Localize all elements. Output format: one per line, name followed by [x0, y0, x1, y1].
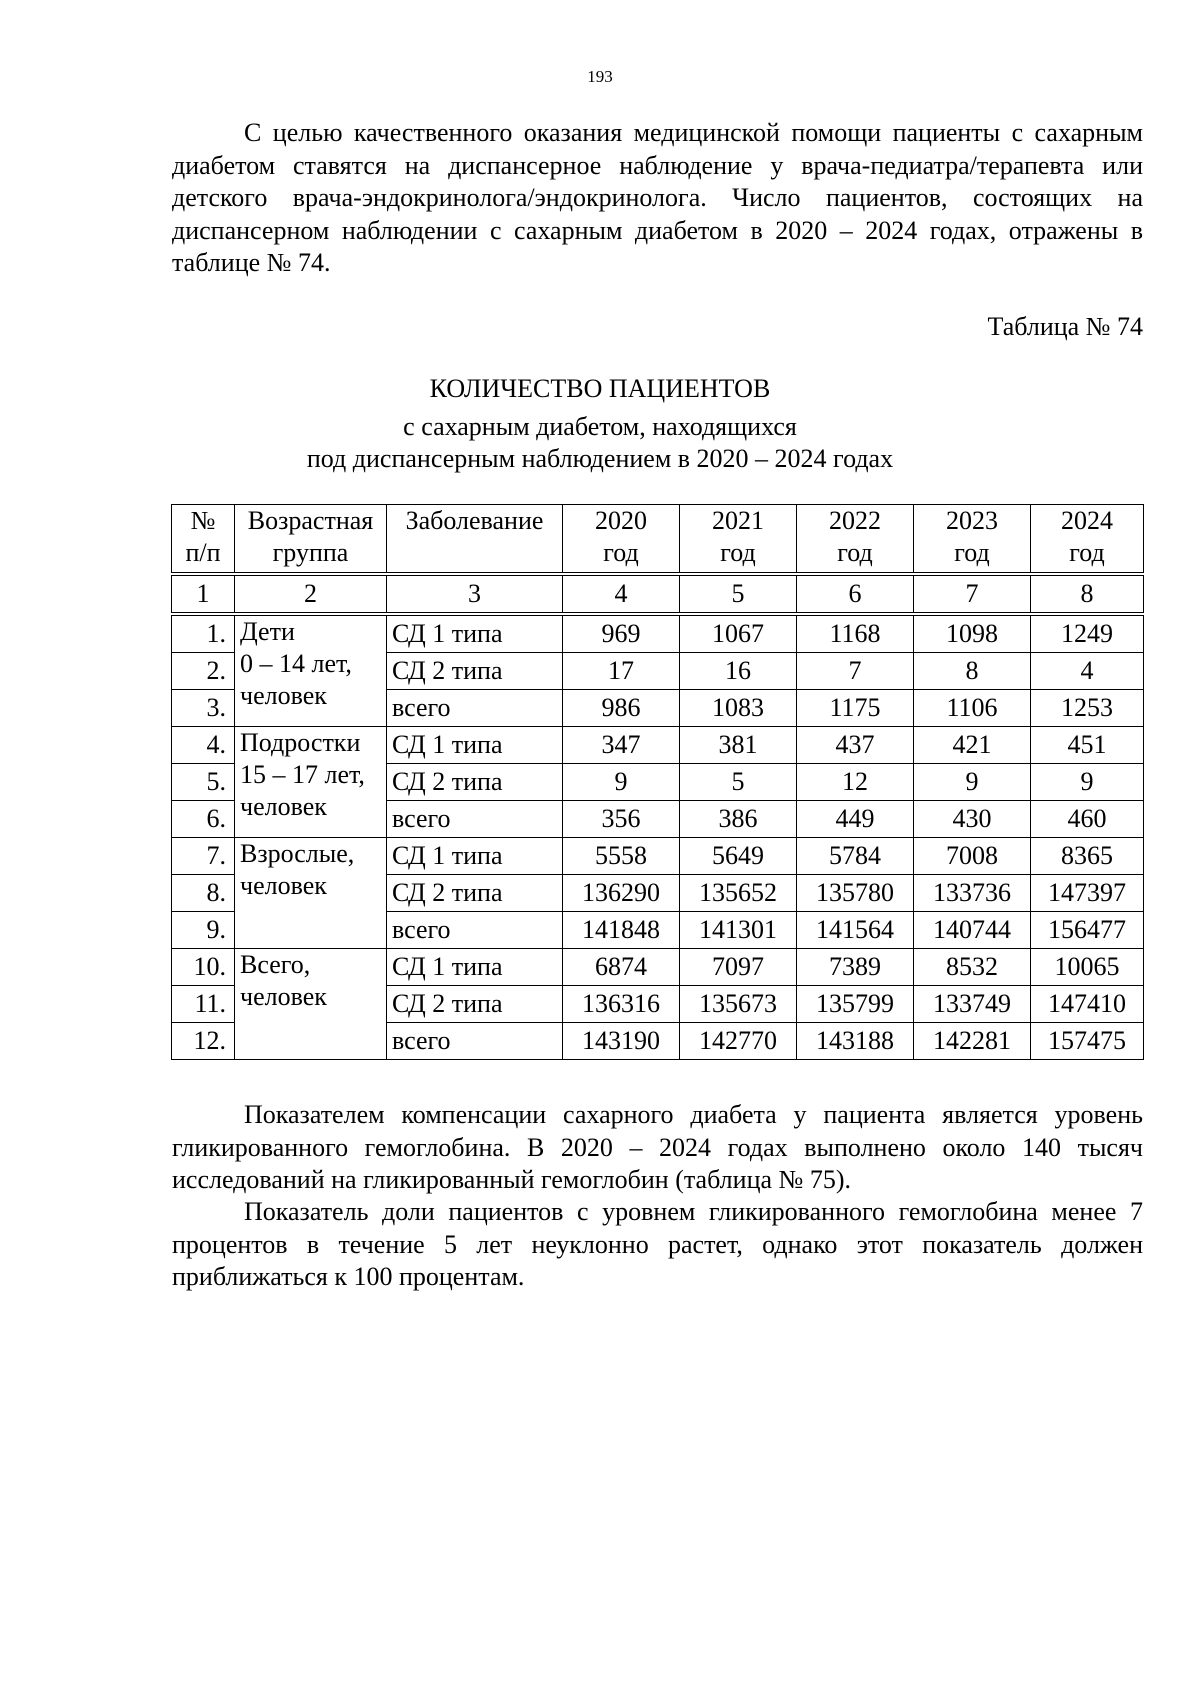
value-cell: 140744: [914, 912, 1031, 949]
value-cell: 969: [563, 614, 680, 653]
value-cell: 147397: [1031, 875, 1144, 912]
table-row: [172, 614, 1144, 653]
header-year-2023: 2023 год: [914, 505, 1031, 575]
disease-cell: СД 2 типа: [387, 764, 563, 801]
column-number: 8: [1031, 574, 1144, 614]
column-number: 4: [563, 574, 680, 614]
header-year-2024: 2024 год: [1031, 505, 1144, 575]
row-number: 4.: [172, 727, 235, 764]
header-year-2021: 2021 год: [680, 505, 797, 575]
value-cell: 136316: [563, 986, 680, 1023]
value-cell: 135673: [680, 986, 797, 1023]
row-number: 12.: [172, 1023, 235, 1060]
value-cell: 5558: [563, 838, 680, 875]
table-row: [172, 838, 1144, 875]
intro-paragraph: С целью качественного оказания медицинской помощи пациенты с сахарным диабетом ставятся на диспансерное наблюдение у врача-педиатра/терапевта или детского врача-эндокринолога/эндокринолога. Число пациентов, состоящих на диспансерном наблюдении с сахарным диабетом в 2020 – 2024 годах, отражены в таблице № 74.: [172, 118, 1143, 277]
value-cell: 1175: [797, 690, 914, 727]
value-cell: 1067: [680, 614, 797, 653]
disease-cell: СД 2 типа: [387, 986, 563, 1023]
value-cell: 386: [680, 801, 797, 838]
column-numbering-row: [172, 574, 1144, 614]
value-cell: 430: [914, 801, 1031, 838]
table-subtitle-line-1: с сахарным диабетом, находящихся: [403, 412, 797, 441]
value-cell: 141301: [680, 912, 797, 949]
value-cell: 135652: [680, 875, 797, 912]
value-cell: 1253: [1031, 690, 1144, 727]
value-cell: 157475: [1031, 1023, 1144, 1060]
disease-cell: всего: [387, 801, 563, 838]
value-cell: 7389: [797, 949, 914, 986]
disease-cell: всего: [387, 1023, 563, 1060]
value-cell: 9: [914, 764, 1031, 801]
value-cell: 1168: [797, 614, 914, 653]
row-number: 1.: [172, 614, 235, 653]
value-cell: 147410: [1031, 986, 1144, 1023]
disease-cell: всего: [387, 690, 563, 727]
value-cell: 5649: [680, 838, 797, 875]
row-number: 11.: [172, 986, 235, 1023]
age-group-adults: Взрослые, человек: [235, 838, 387, 949]
value-cell: 16: [680, 653, 797, 690]
value-cell: 451: [1031, 727, 1144, 764]
value-cell: 136290: [563, 875, 680, 912]
row-number: 2.: [172, 653, 235, 690]
value-cell: 143188: [797, 1023, 914, 1060]
disease-cell: СД 1 типа: [387, 727, 563, 764]
value-cell: 421: [914, 727, 1031, 764]
table-title: КОЛИЧЕСТВО ПАЦИЕНТОВ: [429, 374, 771, 403]
value-cell: 142770: [680, 1023, 797, 1060]
value-cell: 156477: [1031, 912, 1144, 949]
column-number: 7: [914, 574, 1031, 614]
page-number: 193: [587, 67, 613, 86]
table-label: Таблица № 74: [987, 312, 1143, 341]
value-cell: 12: [797, 764, 914, 801]
header-year-2022: 2022 год: [797, 505, 914, 575]
value-cell: 17: [563, 653, 680, 690]
row-number: 6.: [172, 801, 235, 838]
value-cell: 141848: [563, 912, 680, 949]
value-cell: 449: [797, 801, 914, 838]
value-cell: 1249: [1031, 614, 1144, 653]
value-cell: 7097: [680, 949, 797, 986]
value-cell: 5: [680, 764, 797, 801]
value-cell: 135780: [797, 875, 914, 912]
age-group-teens: Подростки 15 – 17 лет, человек: [235, 727, 387, 838]
value-cell: 133749: [914, 986, 1031, 1023]
value-cell: 10065: [1031, 949, 1144, 986]
hba1c-paragraph: Показателем компенсации сахарного диабета у пациента является уровень гликированного гемоглобина. В 2020 – 2024 годах выполнено около 140 тысяч исследований на гликированный гемоглобин (таблица № 75).: [172, 1100, 1143, 1194]
table-row: [172, 949, 1144, 986]
patients-table: [171, 504, 1144, 1060]
value-cell: 5784: [797, 838, 914, 875]
column-number: 1: [172, 574, 235, 614]
value-cell: 8: [914, 653, 1031, 690]
disease-cell: СД 2 типа: [387, 653, 563, 690]
value-cell: 1106: [914, 690, 1031, 727]
value-cell: 986: [563, 690, 680, 727]
disease-cell: СД 1 типа: [387, 614, 563, 653]
value-cell: 1083: [680, 690, 797, 727]
table-subtitle-line-2: под диспансерным наблюдением в 2020 – 2024 годах: [306, 444, 894, 473]
row-number: 5.: [172, 764, 235, 801]
value-cell: 381: [680, 727, 797, 764]
share-paragraph: Показатель доли пациентов с уровнем гликированного гемоглобина менее 7 процентов в течение 5 лет неуклонно растет, однако этот показатель должен приближаться к 100 процентам.: [172, 1197, 1143, 1291]
value-cell: 356: [563, 801, 680, 838]
header-year-2020: 2020 год: [563, 505, 680, 575]
value-cell: 9: [563, 764, 680, 801]
value-cell: 7008: [914, 838, 1031, 875]
row-number: 10.: [172, 949, 235, 986]
age-group-children: Дети 0 – 14 лет, человек: [235, 614, 387, 727]
value-cell: 135799: [797, 986, 914, 1023]
table-header-row: [172, 505, 1144, 575]
value-cell: 8532: [914, 949, 1031, 986]
value-cell: 4: [1031, 653, 1144, 690]
header-number: № п/п: [172, 505, 235, 575]
value-cell: 347: [563, 727, 680, 764]
value-cell: 141564: [797, 912, 914, 949]
table-row: [172, 727, 1144, 764]
disease-cell: СД 1 типа: [387, 949, 563, 986]
column-number: 6: [797, 574, 914, 614]
value-cell: 143190: [563, 1023, 680, 1060]
value-cell: 8365: [1031, 838, 1144, 875]
row-number: 9.: [172, 912, 235, 949]
value-cell: 133736: [914, 875, 1031, 912]
row-number: 8.: [172, 875, 235, 912]
value-cell: 460: [1031, 801, 1144, 838]
value-cell: 9: [1031, 764, 1144, 801]
value-cell: 1098: [914, 614, 1031, 653]
header-disease: Заболевание: [387, 505, 563, 575]
disease-cell: СД 1 типа: [387, 838, 563, 875]
row-number: 7.: [172, 838, 235, 875]
disease-cell: СД 2 типа: [387, 875, 563, 912]
column-number: 3: [387, 574, 563, 614]
disease-cell: всего: [387, 912, 563, 949]
column-number: 5: [680, 574, 797, 614]
header-age-group: Возрастная группа: [235, 505, 387, 575]
column-number: 2: [235, 574, 387, 614]
age-group-total: Всего, человек: [235, 949, 387, 1060]
value-cell: 437: [797, 727, 914, 764]
value-cell: 7: [797, 653, 914, 690]
value-cell: 6874: [563, 949, 680, 986]
value-cell: 142281: [914, 1023, 1031, 1060]
row-number: 3.: [172, 690, 235, 727]
